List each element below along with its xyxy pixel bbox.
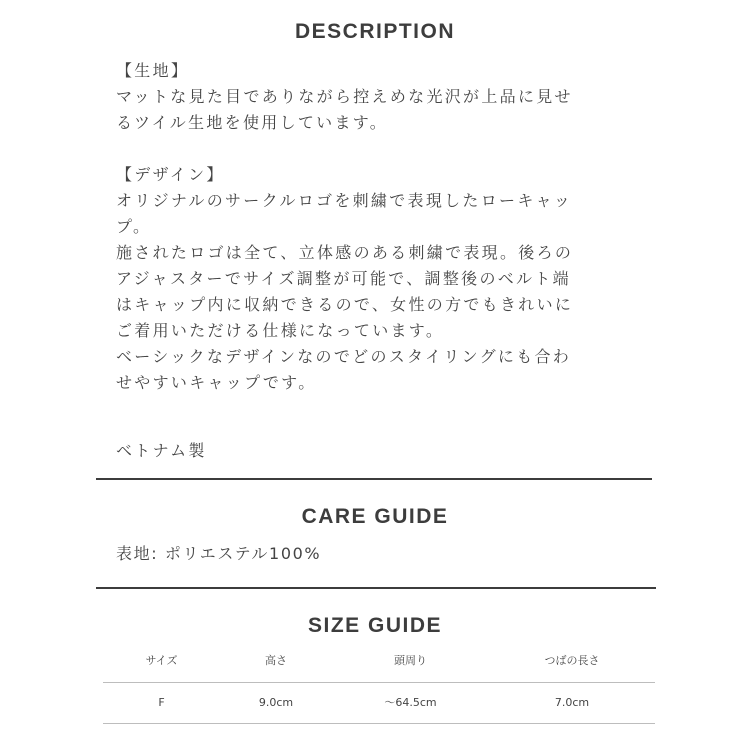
design-line: ご着用いただける仕様になっています。 [116, 321, 445, 340]
table-row [103, 683, 655, 723]
origin-section [116, 438, 656, 464]
size-table-header [103, 648, 655, 674]
description-title: DESCRIPTION [294, 20, 455, 43]
header-size: サイズ [145, 654, 178, 667]
cell-brim-length: 7.0cm [554, 696, 590, 709]
design-line: オリジナルのサークルロゴを刺繍で表現したローキャッ [116, 191, 573, 210]
header-height: 高さ [265, 654, 287, 667]
design-line: はキャップ内に収納できるので、女性の方でもきれいに [116, 295, 574, 314]
header-head-circumference: 頭周り [394, 654, 427, 667]
fabric-section [116, 58, 656, 136]
design-line: アジャスターでサイズ調整が可能で、調整後のベルト端 [116, 269, 571, 288]
design-line: せやすいキャップです。 [116, 373, 317, 392]
design-section [116, 162, 656, 396]
care-material-text: 表地: ポリエステル100% [116, 544, 322, 563]
fabric-line: るツイル生地を使用しています。 [116, 113, 389, 132]
care-guide-title: CARE GUIDE [301, 505, 449, 528]
design-heading: 【デザイン】 [116, 165, 225, 184]
fabric-line: マットな見た目でありながら控えめな光沢が上品に見せ [116, 87, 573, 106]
section-divider [96, 478, 652, 480]
section-divider [96, 587, 656, 589]
cell-size: F [158, 696, 165, 709]
cell-head-circumference: 〜64.5cm [384, 696, 437, 709]
size-table [103, 648, 655, 724]
header-brim-length: つばの長さ [544, 654, 600, 667]
origin-text: ベトナム製 [116, 441, 207, 460]
fabric-heading: 【生地】 [116, 61, 190, 80]
design-line: プ。 [116, 217, 152, 236]
table-rule [103, 723, 655, 724]
cell-height: 9.0cm [258, 696, 294, 709]
size-guide-title: SIZE GUIDE [307, 614, 443, 637]
design-line: ベーシックなデザインなのでどのスタイリングにも合わ [116, 347, 572, 366]
design-line: 施されたロゴは全て、立体感のある刺繍で表現。後ろの [116, 243, 574, 262]
